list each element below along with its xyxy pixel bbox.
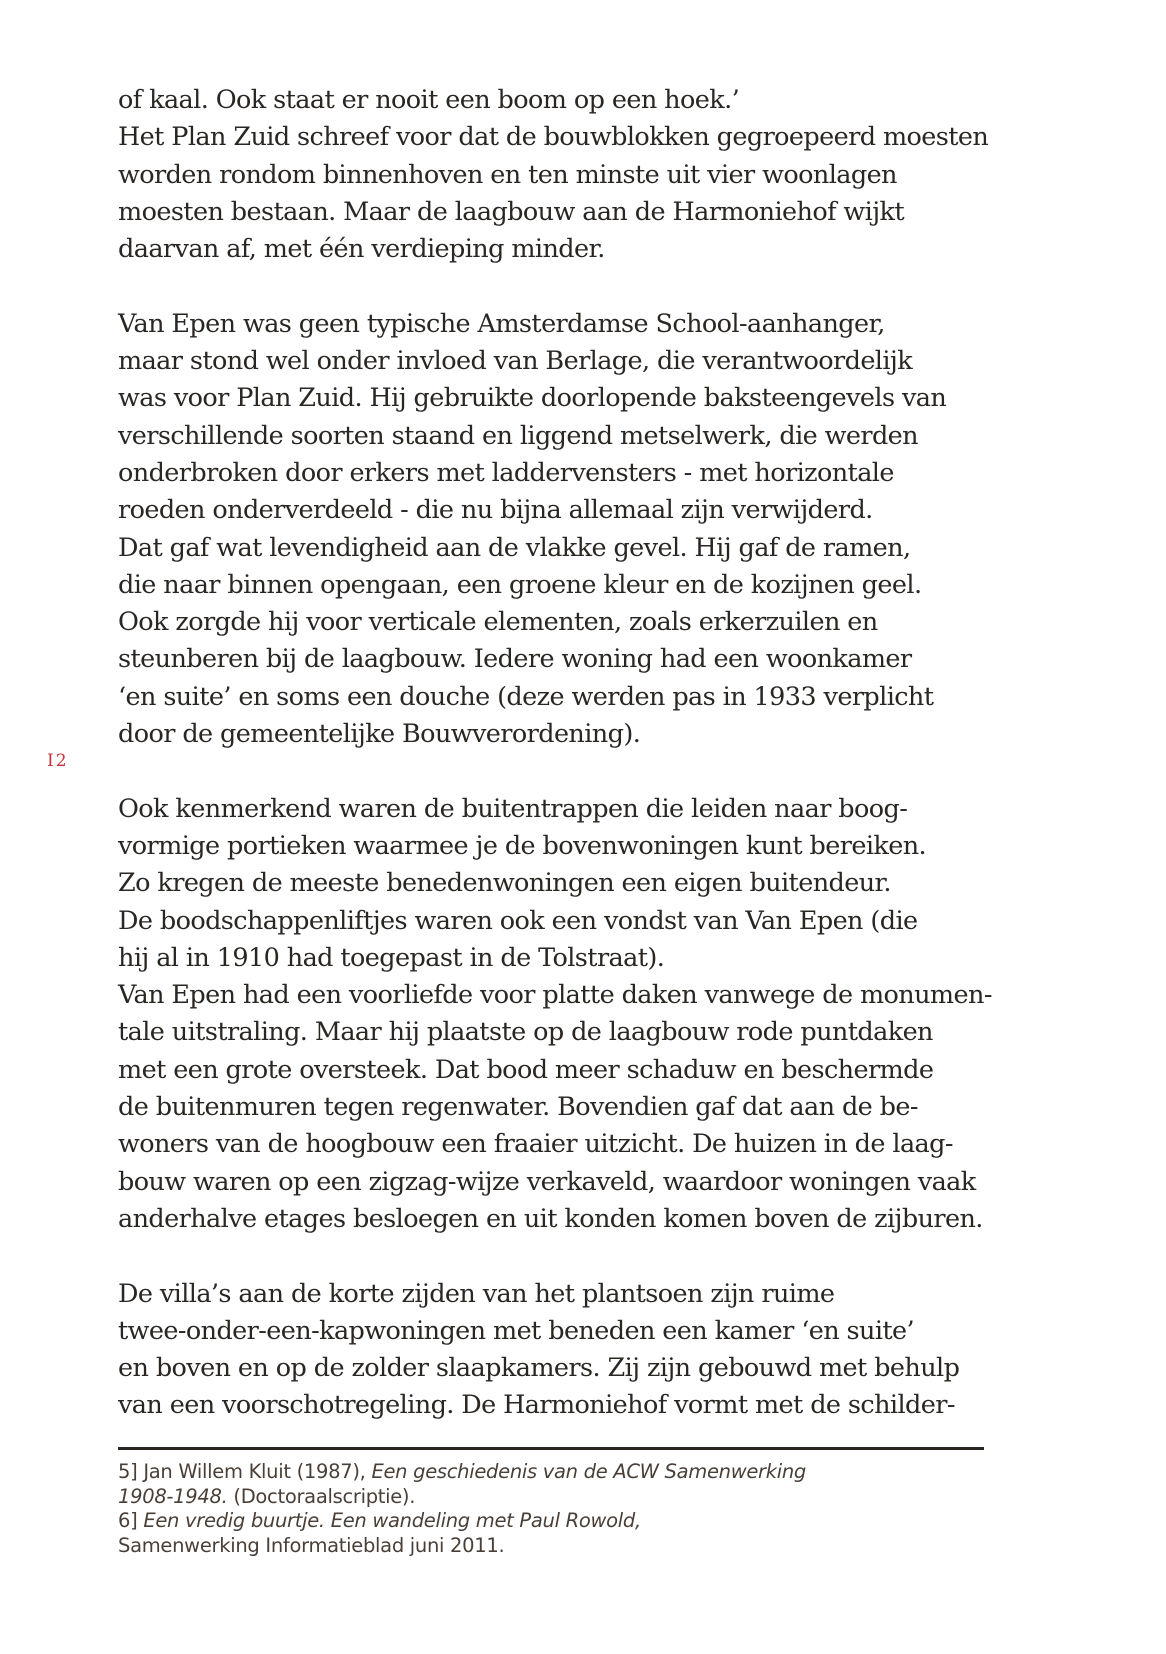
paragraph: [118, 1276, 998, 1425]
text-line: moesten bestaan. Maar de laagbouw aan de Harmoniehof wijkt: [118, 196, 905, 227]
footnote-rest: (Doctoraalscriptie).: [227, 1484, 416, 1508]
body-text: [118, 82, 998, 1425]
text-line: steunberen bij de laagbouw. Iedere woning had een woonkamer: [118, 644, 912, 675]
text-line: en boven en op de zolder slaapkamers. Zij zijn gebouwd met behulp: [118, 1353, 960, 1384]
paragraph-gap: [118, 268, 998, 305]
text-line: ‘en suite’ en soms een douche (deze werden pas in 1933 verplicht: [118, 681, 934, 712]
text-line: door de gemeentelijke Bouwverordening).: [118, 719, 641, 750]
text-line: verschillende soorten staand en liggend metselwerk, die werden: [118, 420, 918, 451]
text-line: twee-onder-een-kapwoningen met beneden een kamer ‘en suite’: [118, 1315, 915, 1346]
text-line: Ook kenmerkend waren de buitentrappen die leiden naar boog-: [118, 793, 908, 824]
text-line: worden rondom binnenhoven en ten minste uit vier woonlagen: [118, 159, 897, 190]
footnote-5: [118, 1460, 984, 1509]
text-line: anderhalve etages besloegen en uit konden komen boven de zijburen.: [118, 1203, 983, 1234]
text-line: of kaal. Ook staat er nooit een boom op een hoek.’: [118, 85, 740, 115]
text-line: onderbroken door erkers met laddervensters - met horizontale: [118, 457, 894, 488]
paragraph: [118, 82, 998, 268]
text-line: Dat gaf wat levendigheid aan de vlakke gevel. Hij gaf de ramen,: [118, 532, 911, 563]
text-line: met een grote oversteek. Dat bood meer schaduw en beschermde: [118, 1054, 934, 1085]
text-line: roeden onderverdeeld - die nu bijna allemaal zijn verwijderd.: [118, 495, 873, 526]
text-line: de buitenmuren tegen regenwater. Bovendien gaf dat aan de be-: [118, 1092, 918, 1123]
footnote-number: 6]: [118, 1509, 138, 1532]
footnotes: [118, 1460, 984, 1558]
text-line: bouw waren op een zigzag-wijze verkaveld, waardoor woningen vaak: [118, 1166, 976, 1197]
paragraph: [118, 791, 998, 1239]
text-line: woners van de hoogbouw een fraaier uitzicht. De huizen in de laag-: [118, 1129, 953, 1160]
text-line: vormige portieken waarmee je de bovenwoningen kunt bereiken.: [118, 830, 927, 861]
paragraph-gap: [118, 1238, 998, 1275]
text-line: daarvan af, met één verdieping minder.: [118, 234, 605, 265]
text-line: De boodschappenliftjes waren ook een vondst van Van Epen (die: [118, 905, 918, 936]
footnote-divider: [118, 1447, 984, 1450]
text-line: Zo kregen de meeste benedenwoningen een eigen buitendeur.: [118, 868, 891, 899]
paragraph: [118, 306, 998, 754]
text-line: hij al in 1910 had toegepast in de Tolstraat).: [118, 942, 665, 973]
text-line: die naar binnen opengaan, een groene kleur en de kozijnen geel.: [118, 569, 922, 600]
text-line: Van Epen was geen typische Amsterdamse School-aanhanger,: [118, 308, 885, 339]
text-line: Het Plan Zuid schreef voor dat de bouwblokken gegroepeerd moesten: [118, 122, 989, 153]
footnote-title-continued: 1908-1948.: [118, 1484, 228, 1508]
text-line: maar stond wel onder invloed van Berlage, die verantwoordelijk: [118, 346, 913, 377]
paragraph-gap: [118, 753, 998, 790]
footnote-number: 5]: [118, 1460, 138, 1483]
text-line: Van Epen had een voorliefde voor platte daken vanwege de monumen-: [118, 980, 992, 1011]
footnote-rest: Samenwerking Informatieblad juni 2011.: [118, 1533, 505, 1557]
footnote-6: [118, 1509, 984, 1558]
text-line: Ook zorgde hij voor verticale elementen, zoals erkerzuilen en: [118, 607, 878, 638]
footnote-title: Een vredig buurtje. Een wandeling met Paul Rowold,: [137, 1509, 641, 1532]
text-line: tale uitstraling. Maar hij plaatste op de laagbouw rode puntdaken: [118, 1017, 933, 1048]
footnote-title: Een geschiedenis van de ACW Samenwerking: [371, 1460, 807, 1483]
text-line: was voor Plan Zuid. Hij gebruikte doorlopende baksteengevels van: [118, 383, 947, 414]
page-number: I2: [47, 751, 69, 771]
footnote-author: Jan Willem Kluit (1987),: [137, 1460, 372, 1483]
text-line: De villa’s aan de korte zijden van het plantsoen zijn ruime: [118, 1278, 835, 1309]
text-line: van een voorschotregeling. De Harmoniehof vormt met de schilder-: [118, 1390, 955, 1421]
